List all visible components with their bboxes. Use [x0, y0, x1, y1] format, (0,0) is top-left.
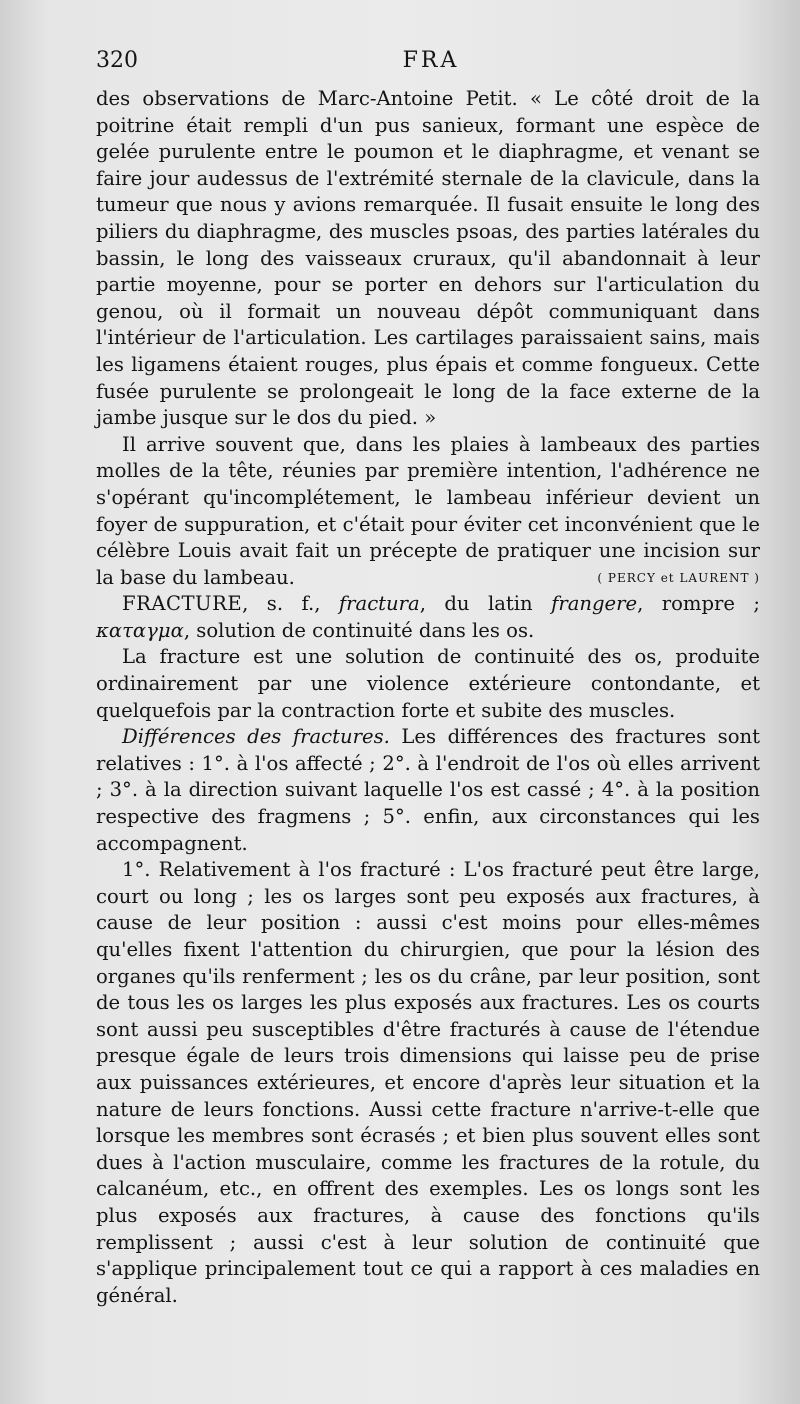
running-head: FRA — [402, 48, 460, 73]
paragraph-petit: des observations de Marc-Antoine Petit. « Le côté droit de la poitrine était rempli d'un pus sanieux, formant une espèce de gelée purulente entre le poumon et le diaphragme, et venant se faire jour audessus de l'extrémité sternale de la clavicule, dans la tumeur que nous y avions remarquée. Il fusait ensuite le long des piliers du diaphragme, des muscles psoas, des parties latérales du bassin, le long des vaisseaux cruraux, qu'il abandonnait à leur partie moyenne, pour se porter en dehors sur l'articulation du genou, où il formait un nouveau dépôt communiquant dans l'intérieur de l'articulation. Les cartilages paraissaient sains, mais les ligamens étaient rouges, plus épais et comme fongueux. Cette fusée purulente se prolongeait le long de la face externe de la jambe jusque sur le dos du pied. » — [96, 87, 760, 430]
paragraph-definition: La fracture est une solution de continuité des os, produite ordinairement par une violence extérieure contondante, et quelquefois par la contraction forte et subite des muscles. — [96, 645, 760, 722]
entry-headword: FRACTURE — [122, 592, 243, 616]
page-body — [96, 86, 760, 1309]
entry-latin: fractura — [338, 592, 420, 616]
entry-fracture — [96, 591, 760, 644]
page-header — [96, 48, 760, 82]
paragraph-os-fracture: 1°. Relativement à l'os fracturé : L'os fracturé peut être large, court ou long ; les os larges sont peu exposés aux fractures, à cause de leur position : aussi c'est moins pour elles-mêmes qu'elles fixent l'attention du chirurgien, que pour la lésion des organes qu'ils renferment ; les os du crâne, par leur position, sont de tous les os larges les plus exposés aux fractures. Les os courts sont aussi peu susceptibles d'être fracturés à cause de l'étendue presque égale de leurs trois dimensions qui laisse peu de prise aux puissances extérieures, et encore d'après leur situation et la nature de leurs fonctions. Aussi cette fracture n'arrive-t-elle que lorsque les membres sont écrasés ; et bien plus souvent elles sont dues à l'action musculaire, comme les fractures de la rotule, du calcanéum, etc., en offrent des exemples. Les os longs sont les plus exposés aux fractures, à cause des fonctions qu'ils remplissent ; aussi c'est à leur solution de continuité que s'applique principalement tout ce qui a rapport à ces maladies en général. — [96, 858, 760, 1307]
entry-tail: , solution de continuité dans les os. — [183, 618, 535, 642]
entry-greek: καταγμα — [96, 618, 184, 642]
entry-gloss: , rompre ; — [637, 592, 761, 616]
entry-grammar: , s. f., — [242, 592, 321, 616]
differences-heading: Différences des fractures. — [122, 725, 390, 749]
differences-text: Les différences des fractures sont relatives : 1°. à l'os affecté ; 2°. à l'endroit de l'os où elles arrivent ; 3°. à la direction suivant laquelle l'os est cassé ; 4°. à la position respective des fragmens ; 5°. enfin, aux circonstances qui les accompagnent. — [96, 725, 760, 855]
paragraph-differences — [96, 724, 760, 857]
author-signature: ( PERCY et LAURENT ) — [597, 570, 760, 585]
paragraph-plaies-text: Il arrive souvent que, dans les plaies à lambeaux des parties molles de la tête, réunies par première intention, l'adhérence ne s'opérant qu'incomplétement, le lambeau inférieur devient un foyer de suppuration, et c'était pour éviter cet inconvénient que le célèbre Louis avait fait un précepte de pratiquer une incision sur la base du lambeau. — [96, 432, 760, 589]
paragraph-plaies — [96, 432, 760, 592]
entry-latin-verb: frangere — [551, 592, 638, 616]
page-number: 320 — [96, 48, 138, 73]
entry-mid: , du latin — [419, 592, 533, 616]
